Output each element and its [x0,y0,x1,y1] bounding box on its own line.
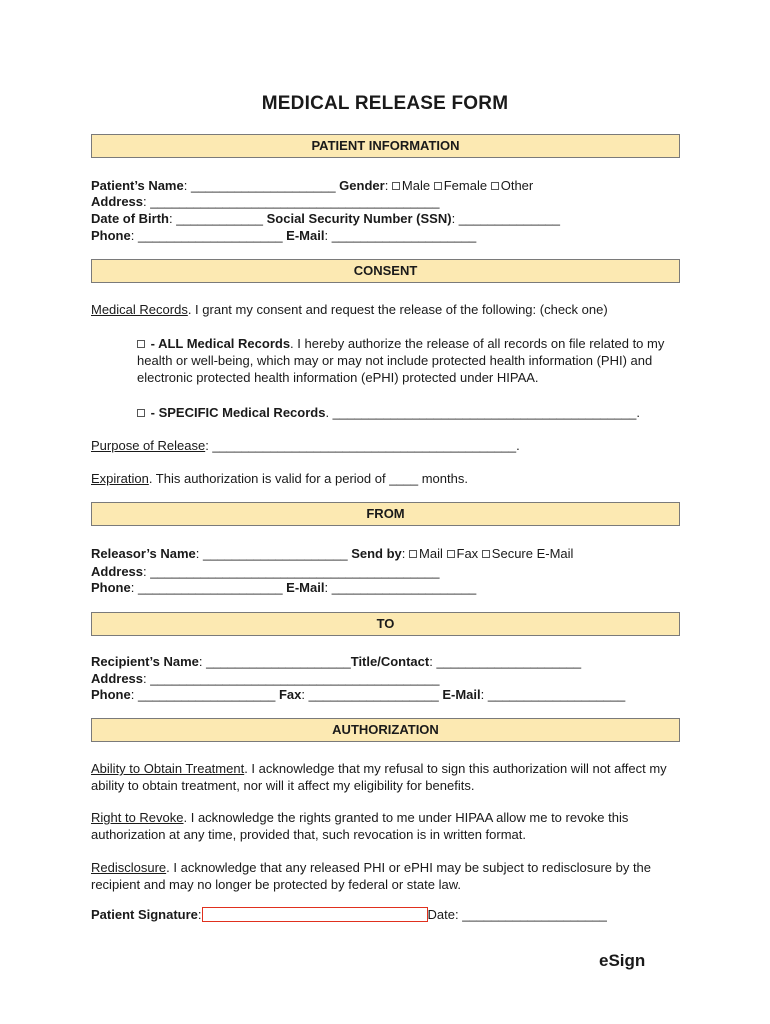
ssn-field[interactable]: : ______________ [451,211,561,226]
gender-other-checkbox[interactable] [491,182,499,190]
gender-male-checkbox[interactable] [392,182,400,190]
send-email-label: Secure E-Mail [491,546,574,561]
patient-phone-field[interactable]: : ____________________ [130,228,287,243]
releasor-address-row [91,563,439,580]
revoke-paragraph [91,809,683,843]
treatment-paragraph [91,760,683,794]
specific-records-label: - SPECIFIC Medical Records [150,405,326,420]
releasor-phone-field[interactable]: : ____________________ [130,580,287,595]
recipient-fax-field[interactable]: : __________________ [301,687,443,702]
expiration-row [91,470,468,487]
medical-records-text: . I grant my consent and request the release of the following: (check one) [187,302,608,317]
title-contact-label: Title/Contact [350,654,430,669]
patient-phone-row [91,227,476,244]
releasor-address-label: Address [91,564,144,579]
date-label: Date [427,907,456,922]
releasor-phone-label: Phone [91,580,131,595]
expiration-label: Expiration [91,471,149,486]
section-header-from: FROM [91,502,680,526]
section-header-patient-information: PATIENT INFORMATION [91,134,680,158]
releasor-address-field[interactable]: : ________________________________________ [143,564,440,579]
specific-records-checkbox[interactable] [137,409,145,417]
patient-name-field[interactable]: : ____________________ [183,178,340,193]
purpose-row [91,437,520,454]
recipient-name-label: Recipient’s Name [91,654,199,669]
date-field[interactable]: : ____________________ [455,907,607,922]
all-records-option [137,335,683,386]
title-contact-field[interactable]: : ____________________ [429,654,582,669]
send-mail-checkbox[interactable] [409,550,417,558]
esign-logo: eSign [599,951,646,970]
revoke-label: Right to Revoke [91,810,184,825]
gender-female-label: Female [443,178,488,193]
patient-name-label: Patient’s Name [91,178,184,193]
recipient-phone-row [91,686,625,703]
dob-field[interactable]: : ____________ [169,211,267,226]
signature-row [91,906,607,923]
patient-address-label: Address [91,194,144,209]
send-fax-label: Fax [456,546,479,561]
send-by-sep: : [401,546,410,561]
gender-label: Gender [339,178,385,193]
medical-records-row [91,301,608,318]
all-records-text: . I hereby authorize the release of all records on file related to my health or well-being, which may or may not include protected health information (PHI) and electronic protected health information (ePHI) protected under HIPAA. [137,336,665,385]
recipient-fax-label: Fax [278,687,302,702]
recipient-phone-field[interactable]: : ___________________ [130,687,279,702]
signature-sep: : [197,907,202,922]
recipient-address-field[interactable]: : ________________________________________ [143,671,440,686]
patient-address-row [91,193,439,210]
recipient-name-field[interactable]: : ____________________ [198,654,351,669]
releasor-phone-row [91,579,476,596]
gender-male-label: Male [401,178,431,193]
releasor-name-row [91,545,573,562]
specific-records-field[interactable]: . __________________________________________. [325,405,640,420]
releasor-email-label: E-Mail [286,580,325,595]
redisclosure-paragraph [91,859,683,893]
purpose-label: Purpose of Release [91,438,206,453]
patient-email-field[interactable]: : ____________________ [324,228,477,243]
purpose-field[interactable]: : __________________________________________. [205,438,520,453]
section-header-consent: CONSENT [91,259,680,283]
signature-field[interactable] [202,907,428,922]
ssn-label: Social Security Number (SSN) [266,211,452,226]
treatment-text: . I acknowledge that my refusal to sign this authorization will not affect my ability to obtain treatment, nor will it affect my eligibility for benefits. [91,761,667,793]
releasor-name-field[interactable]: : ____________________ [195,546,352,561]
section-header-to: TO [91,612,680,636]
patient-phone-label: Phone [91,228,131,243]
section-header-authorization: AUTHORIZATION [91,718,680,742]
specific-records-option [137,404,640,421]
medical-records-label: Medical Records [91,302,188,317]
all-records-checkbox[interactable] [137,340,145,348]
patient-email-label: E-Mail [286,228,325,243]
releasor-email-field[interactable]: : ____________________ [324,580,477,595]
releasor-name-label: Releasor’s Name [91,546,196,561]
recipient-address-row [91,670,439,687]
form-title: MEDICAL RELEASE FORM [261,93,509,114]
send-by-label: Send by [351,546,402,561]
dob-label: Date of Birth [91,211,169,226]
treatment-label: Ability to Obtain Treatment [91,761,245,776]
patient-dob-row [91,210,560,227]
gender-female-checkbox[interactable] [434,182,442,190]
recipient-name-row [91,653,581,670]
gender-sep: : [384,178,392,193]
send-email-checkbox[interactable] [482,550,490,558]
recipient-address-label: Address [91,671,144,686]
revoke-text: . I acknowledge the rights granted to me under HIPAA allow me to revoke this authorization at any time, provided that, such revocation is in written format. [91,810,629,842]
expiration-text[interactable]: . This authorization is valid for a period of ____ months. [148,471,468,486]
patient-name-row [91,177,533,194]
recipient-phone-label: Phone [91,687,131,702]
recipient-email-field[interactable]: : ___________________ [480,687,626,702]
recipient-email-label: E-Mail [442,687,481,702]
all-records-label: - ALL Medical Records [150,336,291,351]
patient-address-field[interactable]: : ________________________________________ [143,194,440,209]
send-mail-label: Mail [419,546,443,561]
gender-other-label: Other [500,178,534,193]
signature-label: Patient Signature [91,907,198,922]
redisclosure-label: Redisclosure [91,860,167,875]
send-fax-checkbox[interactable] [447,550,455,558]
redisclosure-text: . I acknowledge that any released PHI or ePHI may be subject to redisclosure by the recipient and may no longer be protected by federal or state law. [91,860,652,892]
